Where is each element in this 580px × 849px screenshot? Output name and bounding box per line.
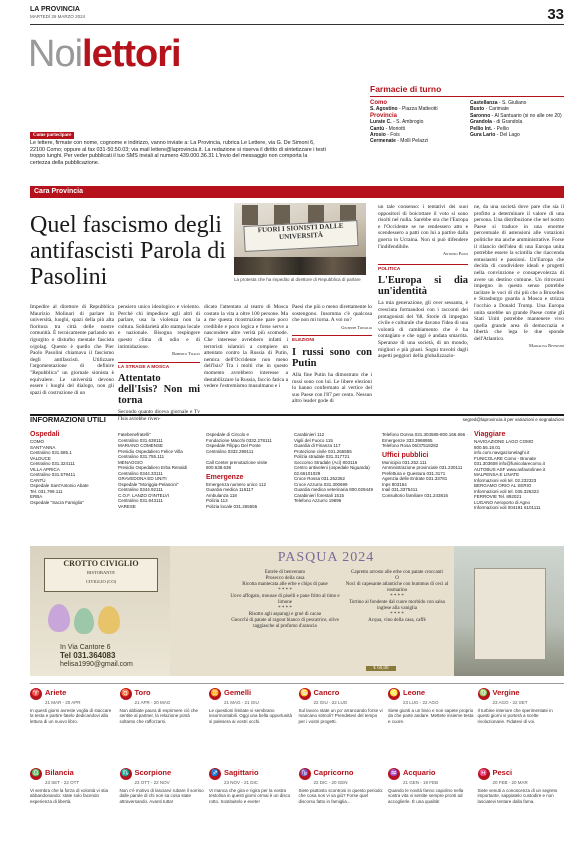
- horoscope-rule: [30, 683, 564, 684]
- zodiac-icon: ♓: [478, 768, 490, 780]
- sign-text: Siete venuti a conoscenza di un segreto importante, sappiatelo custodire e non lasciatevi tentare dalla fama.: [477, 787, 558, 804]
- article-headline: I russi sono con Putin: [292, 346, 372, 369]
- info-body: NAVIGAZIONE LAGO COMO 800.55.18.01 info.com.navigazionelaghi.it FUNICOLARE Como - Brunate 031.303608 info@funicolarecomo.it AUTOBUS ASF www.asfautolinee.it MALPENSA E LINATE Informazioni voli tel. 02.232323 BERGAMO ORIO AL SERIO Informazioni voli tel. 035.326323 FERROVIE Tel. 892021 LUGANO Aeroporto di Agno Informazioni voli 004191 6101111: [474, 439, 546, 510]
- pharmacy-name: Saronno: [470, 112, 491, 119]
- info-col-4: [294, 432, 380, 504]
- pharmacies-col-1: [370, 100, 470, 145]
- article-headline: L'Europa si dia un'identità: [378, 275, 468, 298]
- article-body: ne, da una società dove pare che sia il profitto a determinare il valore di una persona. Una distribuzione che nel nostro Paese si traduce in una enorme percentuale di astensioni alle votazioni politiche ma anche amministrative. Forse il rilancio dell'idea di una Europa unita potrebbe essere la scintilla che riaccenda entusiasmi e passioni. Un'Europa che decida di condividere ideali e progetti nella convinzione e consapevolezza di avere un destino comune. Un ritrovarsi impegno in questo senso potrebbe tacitare le voci di chi più che a Bruxelles e Strasburgo guarda a Mosca e strizza l'occhio a Donald Trump. Una Europa unita sarebbe un grande Paese come gli Stati Uniti potrebbe mantenere vivo quella grande area di democrazia e libertà che lega le due sponde dell'Atlantico.: [474, 204, 564, 342]
- zodiac-icon: ♐: [209, 768, 221, 780]
- info-col-2: [118, 432, 204, 509]
- sign-name: Pesci: [492, 768, 513, 778]
- newspaper-name: LA PROVINCIA: [30, 6, 80, 13]
- sign-text: Siete piuttosto scontrosi in questo periodo: che cosa non vi va giù? Forse quel discorso fatto in famiglia...: [298, 787, 384, 804]
- article-body: Alla fine Putin ha dimostrato che i russi sono con lui. Le libere elezioni lo hanno confermato al vertice del suo Paese con l'87 per cento. Nessun altro leader gode di: [292, 371, 372, 405]
- easter-egg-icon: [48, 604, 70, 632]
- sign-name: Sagittario: [224, 768, 259, 778]
- info-heading: Viaggiare: [474, 431, 506, 438]
- sign-dates: 23 OTT - 22 NOV: [134, 780, 170, 785]
- zodiac-icon: ♑: [299, 768, 311, 780]
- horoscope-sign: [299, 768, 385, 804]
- sign-name: Acquario: [403, 768, 436, 778]
- article-signature: Roberto Tisalis: [172, 351, 200, 357]
- pharmacy-entry: [470, 132, 566, 138]
- main-headline: Quel fascismo degli antifascisti Parola di Pasolini: [30, 212, 226, 290]
- easter-menu-ad[interactable]: [30, 546, 564, 676]
- restaurant-name: CROTTO CIVIGLIO: [63, 559, 139, 568]
- easter-egg-icon: [74, 608, 94, 634]
- article-col-5: [378, 204, 468, 360]
- protest-photo: [234, 203, 366, 275]
- article-body: Paesi che più o meno direttamente lo sostengono. Insomma c'è qualcosa che non mi torna. A voi no?: [292, 304, 372, 324]
- horoscope-sign: [388, 688, 474, 724]
- zodiac-icon: ♋: [299, 688, 311, 700]
- horoscope-sign: [120, 768, 206, 804]
- pharmacy-name: Cantù: [370, 125, 385, 132]
- pharmacy-name: Busto: [470, 106, 485, 113]
- article-body: Impedire al direttore di Repubblica Maurizio Molinari di parlare in università, luoghi, spazi della più alta fioritura tra città delle nostre comunità. È tecnicamente parlando un rigurgito o disturbo mentale fascista o/golag. Questo è quello che Pier Paolo Pasolini chiamava il fascismo degli antifascisti. Utilizzare l'argomentazione di definire "Repubblica" un giornale sionista è equivalere. Le università devono essere i luoghi del dialogo, non gli spazi di costruzione di un: [30, 304, 114, 396]
- pharmacy-info: - Al Santuario (si no alle ore 20): [491, 112, 562, 119]
- pharmacy-name: Arosio: [370, 132, 386, 139]
- restaurant-place: CIVIGLIO (CO): [85, 579, 117, 584]
- info-col-3: [206, 432, 292, 509]
- zodiac-icon: ♌: [388, 688, 400, 700]
- restaurant-address: In Via Cantore 6: [60, 644, 111, 651]
- sign-text: Quando le novità fanno capolino nella vostra vita vi sentite sempre pronti ad accoglierle. È una qualità!: [388, 787, 464, 804]
- pharmacy-name: Cermenate: [370, 138, 396, 145]
- zodiac-icon: ♍: [478, 688, 490, 700]
- sign-text: Non c'è motivo di lasciarvi rubare il sorriso dalle parole di chi non sa cosa state attraversando. Avanti tutta!: [119, 787, 204, 804]
- horoscope-sign: [30, 688, 116, 724]
- ad-menu-right: Capretto arrosto alle erbe con patate croccanti O Noci di capesante atlantiche con hummus di ceci al rosmarino * * * * Tortino al fondente dal cuore morbido con salsa inglese alla vaniglia * * * * Acqua, vino della casa, caffè: [345, 570, 449, 623]
- sign-text: Sul lavoro state un po' arrancando forse vi mancano stimoli? Prendetevi del tempo per i vostri progetti.: [298, 707, 383, 724]
- article-tag: POLITICA: [378, 264, 468, 274]
- zodiac-icon: ♏: [120, 768, 132, 780]
- article-tag: LA STRAGE A MOSCA: [118, 362, 200, 372]
- info-heading: Ospedali: [30, 431, 60, 438]
- info-body: Emergenza numero unico 112 Guardia medica 116117 Ambulanza 118 Polizia 113 Polizia locale 031.265555: [206, 481, 266, 509]
- info-heading: Uffici pubblici: [382, 451, 429, 459]
- sign-name: Leone: [403, 688, 426, 698]
- issue-date: MARTEDÌ 26 MARZO 2024: [30, 14, 86, 19]
- sign-name: Capricorno: [313, 768, 354, 778]
- article-signature: Antonio Pozzi: [442, 251, 468, 257]
- pharmacy-name: Grandola: [470, 119, 492, 126]
- info-title: INFORMAZIONI UTILI: [30, 415, 106, 424]
- info-body: Carabinieri 112 Vigili del Fuoco 115 Guardia di Finanza 117 Protezione civile 031.265555 Polizia stradale 031.317721 Soccorso Stradale (Aci) 803116 Centro antiveleni (ospedale Niguarda) 02.66101029 Croce Rossa 031.262362 Croce Azzurra 031.300699 Guardia medica veterinaria 800.029449 Carabinieri forestali 1515 Telefono Azzurro 19696: [294, 432, 374, 503]
- article-signature: Giuseppe Trisolio: [341, 324, 372, 330]
- article-col-6: [474, 204, 564, 350]
- article-col-3: [204, 304, 288, 390]
- article-body: Secondo quanto diceva giornale e Tv l'Isis avrebbe riven-: [118, 409, 200, 422]
- photo-caption: La protesta che ha impedito al direttore di Repubblica di parlare: [234, 277, 361, 282]
- pharmacy-info: - Molli Pelazzi: [397, 138, 429, 145]
- article-body: un tale consenso: i tentativi dei suoi oppositori di boicottare il voto si sono risolti nel nulla. Sarebbe ora che l'Europa e l'Occidente se ne rendessero atto e scendessero a patti con lui a partire dalla guerra in Ucraina. Non si può difendere l'indifendibile.: [378, 204, 468, 250]
- ad-menu-left: Entrée di benvenuto Prosecco della casa Ricotta mantecata alle erbe e chips di pane * * * * Uovo affogato, mousse di piselli e pane fritto al timo e limone * * * * Risotto agli asparagi e gruè di cacao Gnocchi di patate al ragout bianco di pescatrice, olive taggiasche al profumo d'arancia: [230, 570, 340, 629]
- ad-building-photo: [454, 546, 564, 676]
- pharmacy-info: - Del Lago: [496, 132, 520, 139]
- zodiac-icon: ♊: [209, 688, 221, 700]
- sign-dates: 20 FEB - 20 MAR: [492, 780, 528, 785]
- restaurant-logo: [44, 558, 158, 592]
- pharmacy-info: - Pellio: [493, 125, 509, 132]
- restaurant-subtitle: RISTORANTE: [87, 570, 115, 575]
- logo-noi: Noi: [28, 33, 83, 75]
- sign-text: Le questioni limitate vi sembrano insormontabili. Oggi una bella opportunità si palesera ai vostri occhi.: [209, 707, 293, 724]
- pharmacy-city: Como: [370, 100, 387, 106]
- sign-text: Vi sembra che la forza di volontà vi stia abbandonando: state solo facendo esperienza di libertà.: [30, 787, 108, 804]
- horoscope-sign: [209, 688, 295, 724]
- pharmacy-name: Gura Lario: [470, 132, 496, 139]
- article-col-1: [30, 304, 114, 396]
- page-number: 33: [547, 6, 564, 23]
- sign-text: Siete giunti a un bivio e non sapete proprio da che parte andare. Mettete insieme testa e cuore.: [388, 707, 474, 724]
- horoscope-sign: [299, 688, 385, 724]
- pharmacy-city: Provincia: [370, 112, 398, 119]
- section-band: Cara Provincia: [30, 186, 564, 198]
- info-body: Municipio 031.252.111 Amministrazione provinciale 031.230111 Prefettura e Questura 031.3171 Agenzia delle Entrate 031.33781 Inps 803164 Inail 031.3375411 Consultorio familiare 031.243816: [382, 459, 463, 498]
- pharmacy-info: - Carimate: [485, 106, 509, 113]
- sign-text: In questi giorni avreste voglia di staccare la testa e partire fatelo dedicandovi alla lettura di un nuovo libro.: [30, 707, 112, 724]
- info-mail: segred@laprovincia.it per variazioni e segnalazioni: [462, 417, 564, 422]
- pharmacy-info: - S. Ambrogio: [393, 119, 424, 126]
- ad-title: PASQUA 2024: [277, 550, 375, 565]
- info-body: Fatebenefratelli" Centralino 031.638111 MARIANO COMENSE Presidio Ospedaliero Felice Villa Centralino 031.755.111 MENAGGIO Presidio Ospedaliero Erba Renaldi Centralino 0344.33111 GRAVEDONA ED UNITI Ospedale "Moriggia-Pelascini" Centralino 0344.92111 C.O.F. LANZO D'INTELVI Centralino 031.843111 VARESE: [118, 432, 188, 509]
- article-col-4: [292, 304, 372, 405]
- horoscope-sign: [478, 768, 564, 804]
- sign-dates: 21 GEN - 19 FEB: [403, 780, 439, 785]
- zodiac-icon: ♒: [388, 768, 400, 780]
- section-logo: [28, 34, 181, 74]
- horoscope-sign: [388, 768, 474, 804]
- article-col-2: [118, 304, 200, 423]
- header-rule: [30, 24, 564, 25]
- sign-dates: 23 NOV - 21 DIC: [224, 780, 259, 785]
- restaurant-email: helisa1990@gmail.com: [60, 661, 133, 668]
- sign-text: Non abbiate paura di esprimere ciò che sentite al partner, la relazione potrà soltanto che rafforzarsi.: [119, 707, 199, 724]
- ad-left-panel: [30, 546, 170, 676]
- sign-name: Scorpione: [134, 768, 172, 778]
- sign-dates: 22 DIC - 20 GEN: [313, 780, 348, 785]
- pharmacy-entry: [370, 138, 470, 144]
- easter-egg-icon: [98, 606, 120, 634]
- sign-name: Bilancia: [45, 768, 74, 778]
- sign-dates: 21 MAG - 21 GIU: [224, 700, 259, 705]
- pharmacy-info: - di Grandola: [493, 119, 523, 126]
- sign-dates: 21 MAR - 20 APR: [45, 700, 81, 705]
- logo-lettori: lettori: [82, 33, 181, 75]
- sign-dates: 23 AGO - 22 SET: [492, 700, 528, 705]
- pharmacy-name: Lurate C.: [370, 119, 392, 126]
- sign-dates: 22 GIU - 22 LUG: [313, 700, 348, 705]
- sign-name: Gemelli: [224, 688, 252, 698]
- sign-name: Cancro: [313, 688, 340, 698]
- zodiac-icon: ♉: [120, 688, 132, 700]
- article-tag: ELEZIONI: [292, 335, 372, 345]
- sign-dates: 23 LUG - 22 AGO: [403, 700, 439, 705]
- article-body: pensiero unico ideologico e violento. Perché chi impedisce agli altri di parlare, usa la violenza non la cultura. Solidarietà allo stampa locale e nazionale. Bisogna respingere questo clima di odio e di intimidazione.: [118, 304, 200, 350]
- pharmacy-name: Pellio Int.: [470, 125, 493, 132]
- sign-name: Ariete: [45, 688, 67, 698]
- info-body: Telefono Donna 031.304585-800.166.656 · Emergenze 333.3968955 Telefono Rosa 06/37518282: [382, 432, 468, 448]
- horoscope-sign: [209, 768, 295, 804]
- pharmacies-title: Farmacie di turno: [370, 84, 564, 97]
- sign-dates: 23 SET - 22 OTT: [45, 780, 80, 785]
- info-col-5: [382, 432, 470, 498]
- sign-name: Vergine: [492, 688, 520, 698]
- howto-tag: Come partecipare: [30, 132, 74, 139]
- zodiac-icon: ♈: [30, 688, 42, 700]
- info-body: Ospedale di Circolo e Fondazione Macchi 0332.278111 Ospedale Filippo Del Ponte Centralino 0332.299111 Call Center prenotazione visite 800.638.638: [206, 432, 272, 470]
- pharmacy-name: Castellanza: [470, 100, 498, 106]
- protest-banner: FUORI I SIONISTI DALLE UNIVERSITÀ: [243, 220, 358, 252]
- pharmacy-info: - Piazza Matteotti: [398, 106, 438, 113]
- pharmacy-info: - S. Giuliano: [498, 100, 527, 106]
- info-col-travel: [474, 430, 564, 511]
- article-headline: Attentato dell'Isis? Non mi torna: [118, 373, 200, 407]
- restaurant-phone: Tel 031.364083: [60, 651, 116, 660]
- sign-text: Il turbine interiore che sperimentate in questi giorni vi porterà a scelte rivoluzionarie. Fidatevi di voi.: [477, 707, 553, 724]
- info-heading: Emergenze: [206, 473, 244, 481]
- howto-text: Le lettere, firmate con nome, cognome e indirizzo, vanno inviate a: La Provincia, rubrica Le Lettere, via G. De Simoni 6, 22100 Como; oppure al fax 031-50.50.03; via mail lettere@laprovincia.it. La redazione si riserva il diritto di sintetizzare i testi troppo lunghi. Per veder pubblicati il tuo SMS inviali al numero 439.000.36.31 L'invio del messaggio non comporta la certezza della pubblicazione.: [30, 140, 326, 166]
- horoscope-sign: [30, 768, 116, 804]
- pharmacy-info: - Moriotti: [385, 125, 406, 132]
- pharmacies-col-2: [470, 100, 566, 138]
- pharmacy-name: S. Agostino: [370, 106, 398, 113]
- pharmacy-info: - Fois: [387, 132, 400, 139]
- horoscope-sign: [478, 688, 564, 724]
- article-body: dicato l'attentato al teatro di Mosca costato la vita a oltre 100 persone. Ma a me questa ricostruzione pare poco credibile e poco logica e forse serve a nascondere altre verità più scomode. Che interesse avrebbero infatti i terroristi islamici a compiere un attentato contro la Russia di Putin, nemica dell'Occidente non meno dell'Isis? Tra i molti che in questo momento avrebbero interesse a destabilizzare la Russia, faccio fatica a vedere l'estremismo musulmano e i: [204, 304, 288, 390]
- sign-text: Vi manca che gira e rigira per la vostra testolina in questi giorni ormai è un disco rotto. Sostituitelo e evete!: [209, 787, 291, 804]
- info-body: COMO SANT'ANNA Centralino 031.585.1 VALDUCE Centralino 031.324111 VILLA APRICA Centralino 031.579411 CANTÙ Ospedale Sant'Antonio Abate Tel. 031.799.111 ERBA Ospedale "Sacra Famiglia": [30, 439, 89, 505]
- sign-name: Toro: [134, 688, 151, 698]
- zodiac-icon: ♎: [30, 768, 42, 780]
- restaurant-contact: [60, 644, 133, 669]
- ad-price: € 60,00: [366, 666, 396, 671]
- sign-dates: 21 APR - 20 MAG: [134, 700, 171, 705]
- horoscope-sign: [120, 688, 206, 724]
- article-signature: Marialisa Riversini: [529, 343, 564, 349]
- article-body: La mia generazione, gli over sessanta, è cresciuta formandosi con i racconti dei protagonisti del '68. Storie di impegno civile e culturale che davano l'idea di una volontà di cambiamento che è ha contagiato e che oggi è andata smarrita. Speranze di una società, di un mondo, migliori e più giusti. Sogni travolti dagli aspetti peggiori della globalizzazio-: [378, 300, 468, 360]
- info-col-hospitals: [30, 430, 114, 505]
